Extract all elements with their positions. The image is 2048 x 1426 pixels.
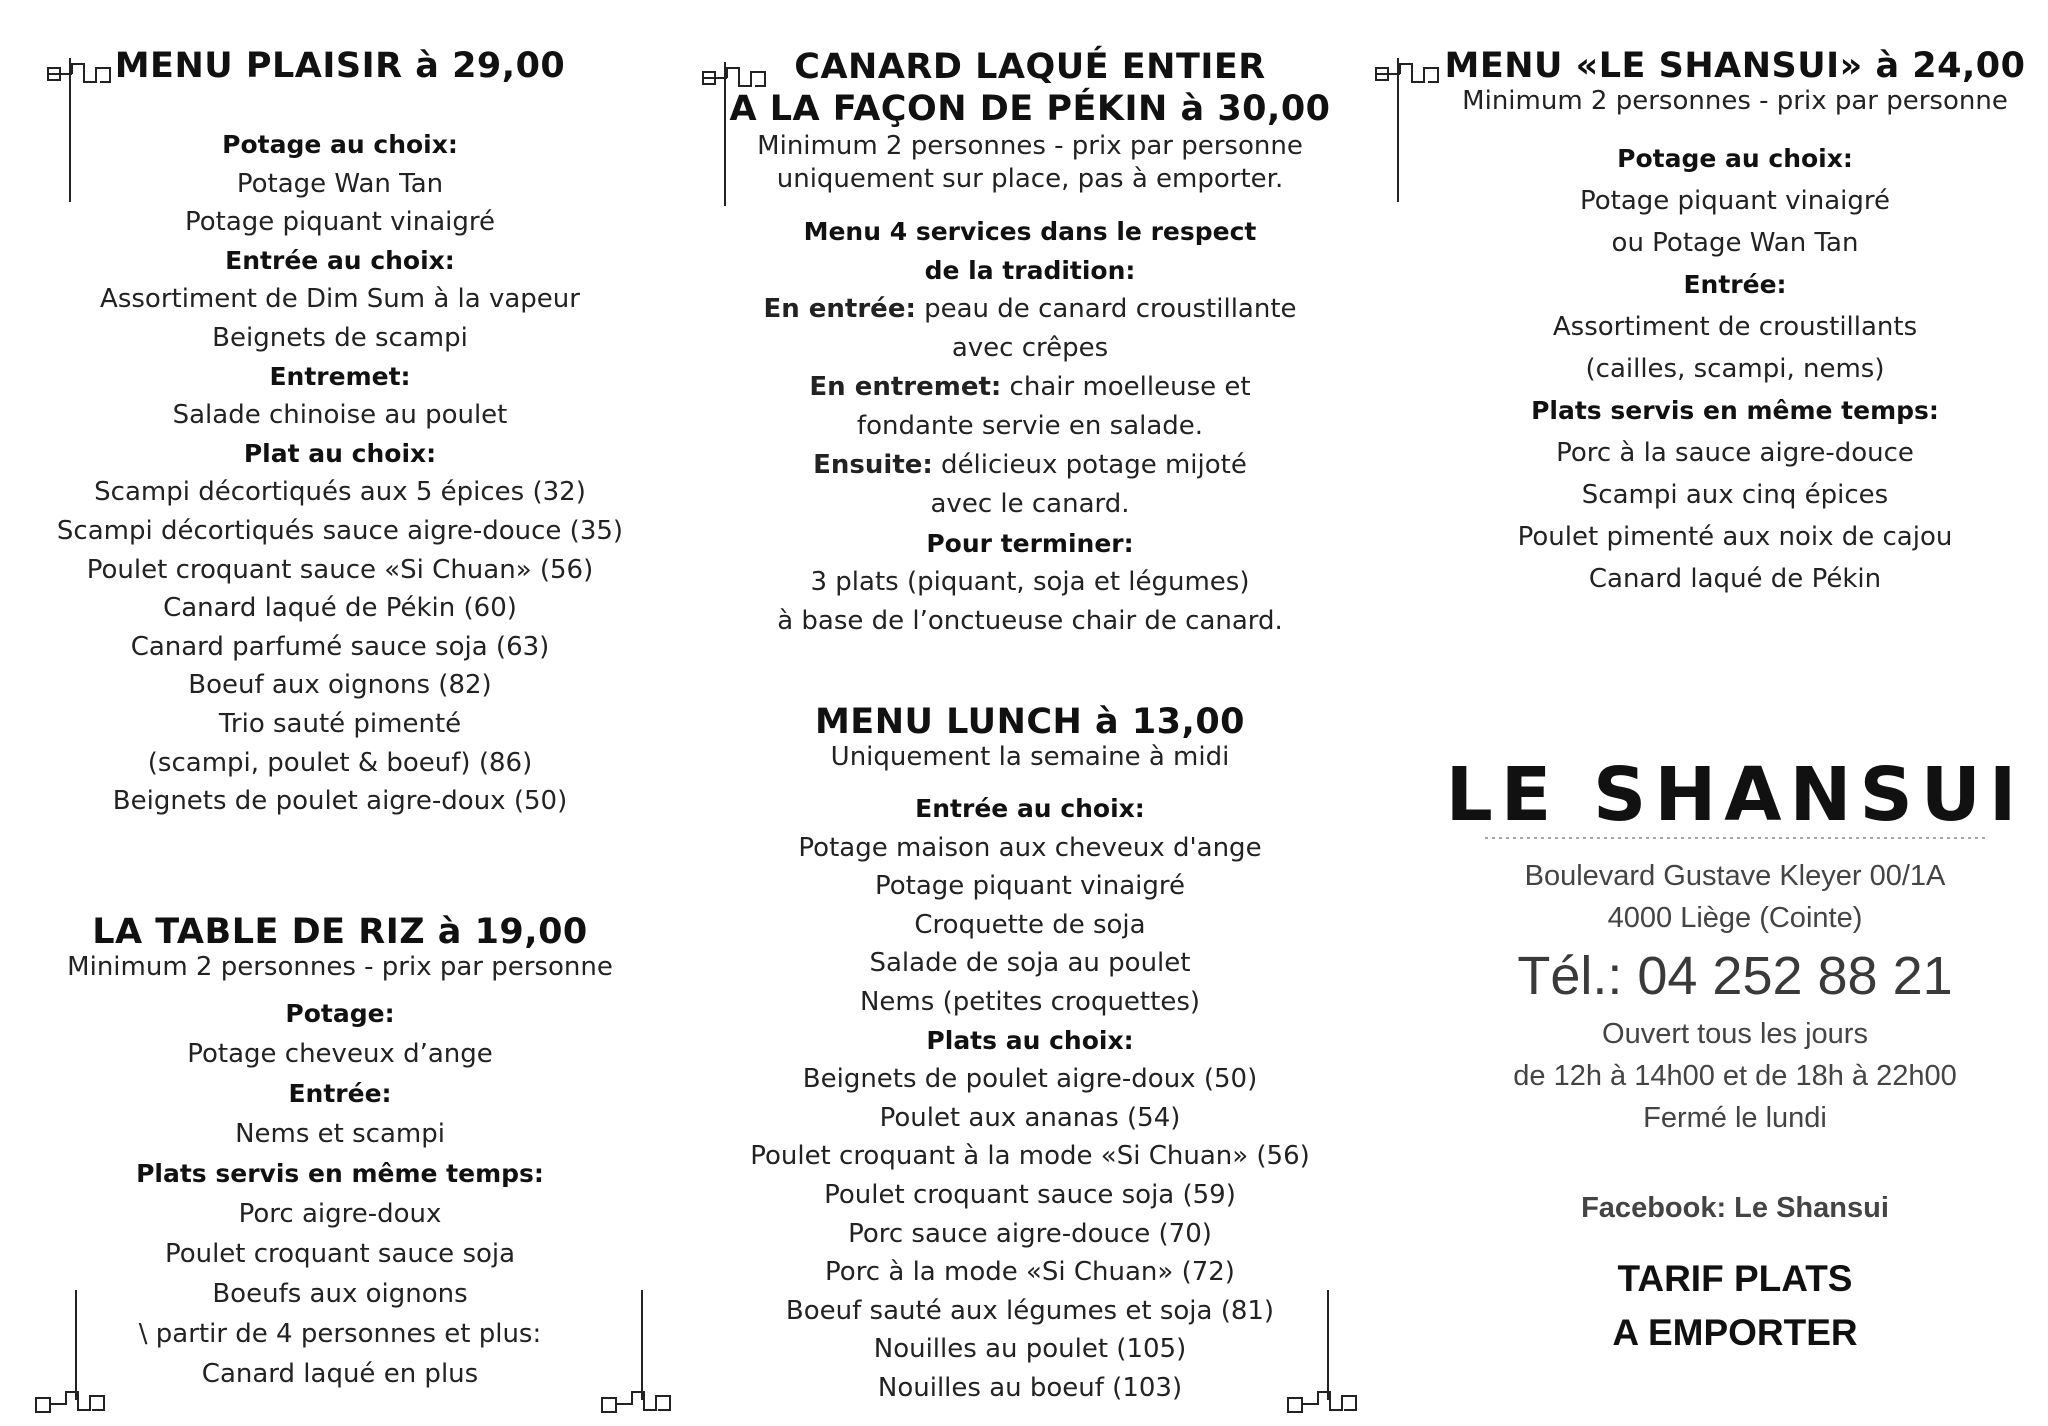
le-shansui-logo-text: LE SHANSUI <box>1445 752 2025 838</box>
table-de-riz-title: LA TABLE DE RIZ à 19,00 <box>92 912 588 952</box>
menu-item: \ partir de 4 personnes et plus: <box>138 1319 542 1349</box>
menu-shansui-items <box>1420 138 2048 600</box>
canard-entremet <box>720 368 1340 407</box>
menu-item: Beignets de poulet aigre-doux (50) <box>802 1064 1258 1095</box>
menu-section-heading: Potage: <box>285 999 395 1028</box>
menu-section-heading: Plat au choix: <box>243 438 437 468</box>
menu-item: Potage Wan Tan <box>236 168 444 199</box>
menu-item: Poulet pimenté aux noix de cajou <box>1517 522 1953 552</box>
menu-item: Potage piquant vinaigré <box>875 871 1185 902</box>
table-de-riz-items <box>40 994 640 1394</box>
menu-section-heading: Plats au choix: <box>926 1025 1134 1055</box>
menu-section-heading: Entrée au choix: <box>225 245 455 275</box>
canard-ensuite <box>720 446 1340 485</box>
menu-item: Assortiment de croustillants <box>1552 312 1918 342</box>
canard-terminer-text1: 3 plats (piquant, soja et légumes) <box>810 567 1250 597</box>
menu-section-heading: Entrée: <box>1683 270 1787 299</box>
tarif-title-line1: TARIF PLATS <box>1617 1258 1853 1299</box>
menu-item: Beignets de scampi <box>212 322 468 353</box>
menu-item: Canard laqué en plus <box>201 1359 479 1389</box>
menu-item: Salade chinoise au poulet <box>172 400 508 431</box>
address-line1: Boulevard Gustave Kleyer 00/1A <box>1524 860 1946 892</box>
facebook-link[interactable]: Facebook: Le Shansui <box>1581 1192 1889 1224</box>
tarif-title-line2: A EMPORTER <box>1612 1312 1858 1353</box>
opening-hours-line2: de 12h à 14h00 et de 18h à 22h00 <box>1513 1060 1957 1092</box>
menu-shansui-subtitle: Minimum 2 personnes - prix par personne <box>1462 86 2008 116</box>
menu-shansui <box>1420 46 2048 600</box>
menu-item: Scampi décortiqués aux 5 épices (32) <box>94 477 586 508</box>
menu-item: Assortiment de Dim Sum à la vapeur <box>100 284 580 315</box>
menu-item: (scampi, poulet & boeuf) (86) <box>147 747 533 778</box>
menu-lunch-title: MENU LUNCH à 13,00 <box>814 702 1246 742</box>
canard-terminer-label: Pour terminer: <box>926 529 1134 558</box>
canard-entree-label: En entrée: <box>763 294 916 324</box>
le-shansui-logo <box>1445 748 2025 848</box>
menu-section-heading: Entremet: <box>269 361 411 391</box>
closed-day: Fermé le lundi <box>1643 1102 1827 1134</box>
address-line2: 4000 Liège (Cointe) <box>1607 902 1863 934</box>
menu-item: Canard laqué de Pékin (60) <box>163 593 517 624</box>
menu-item: Boeufs aux oignons <box>212 1279 468 1309</box>
canard-intro-line2: de la tradition: <box>924 256 1136 285</box>
menu-item: Scampi aux cinq épices <box>1581 480 1889 510</box>
menu-item: Poulet croquant à la mode «Si Chuan» (56) <box>750 1141 1310 1172</box>
menu-item: ou Potage Wan Tan <box>1611 228 1859 258</box>
canard-terminer-text2: à base de l’onctueuse chair de canard. <box>777 606 1283 636</box>
menu-item: Poulet aux ananas (54) <box>879 1102 1181 1133</box>
menu-plaisir-items <box>40 126 640 821</box>
canard-laque <box>720 46 1340 641</box>
menu-section-heading: Plats servis en même temps: <box>1531 396 1939 425</box>
menu-item: Nouilles au boeuf (103) <box>877 1372 1183 1403</box>
menu-lunch-subtitle: Uniquement la semaine à midi <box>830 742 1230 772</box>
menu-item: Porc à la sauce aigre-douce <box>1556 438 1914 468</box>
menu-item: Beignets de poulet aigre-doux (50) <box>112 786 568 817</box>
canard-title-line2: A LA FAÇON DE PÉKIN à 30,00 <box>729 89 1331 129</box>
menu-item: Canard parfumé sauce soja (63) <box>130 631 550 662</box>
menu-item: Boeuf aux oignons (82) <box>188 670 492 701</box>
canard-intro-line1: Menu 4 services dans le respect <box>803 217 1257 246</box>
canard-ensuite-label: Ensuite: <box>813 450 933 480</box>
menu-item: Potage maison aux cheveux d'ange <box>798 832 1262 863</box>
canard-entremet-text2: fondante servie en salade. <box>856 411 1204 441</box>
menu-item: Nouilles au poulet (105) <box>873 1334 1187 1365</box>
menu-item: Potage cheveux d’ange <box>187 1039 493 1069</box>
menu-section-heading: Potage au choix: <box>1617 144 1853 173</box>
canard-entree-text: peau de canard croustillante <box>915 294 1297 324</box>
menu-item: Scampi décortiqués sauce aigre-douce (35) <box>56 515 624 546</box>
menu-item: Porc aigre-doux <box>238 1199 442 1229</box>
menu-item: Nems (petites croquettes) <box>859 986 1201 1017</box>
menu-shansui-title: MENU «LE SHANSUI» à 24,00 <box>1444 46 2026 86</box>
phone-number: Tél.: 04 252 88 21 <box>1517 946 1953 1006</box>
opening-hours-line1: Ouvert tous les jours <box>1602 1018 1868 1050</box>
canard-entree-text2: avec crêpes <box>951 333 1109 363</box>
menu-item: Porc à la mode «Si Chuan» (72) <box>825 1257 1235 1288</box>
table-de-riz <box>40 912 640 1394</box>
canard-title-line1: CANARD LAQUÉ ENTIER <box>794 47 1266 87</box>
menu-item: Croquette de soja <box>914 909 1146 940</box>
menu-section-heading: Entrée au choix: <box>915 794 1145 823</box>
canard-ensuite-text: délicieux potage mijoté <box>932 450 1247 480</box>
menu-section-heading: Entrée: <box>288 1079 392 1108</box>
menu-lunch <box>720 702 1340 1408</box>
menu-item: Trio sauté pimenté <box>218 708 462 739</box>
canard-entree <box>720 290 1340 329</box>
menu-section-heading: Potage au choix: <box>222 130 458 159</box>
canard-ensuite-text2: avec le canard. <box>930 489 1130 519</box>
menu-item: (cailles, scampi, nems) <box>1585 354 1885 384</box>
canard-subtitle-line1: Minimum 2 personnes - prix par personne <box>757 131 1303 161</box>
canard-entremet-label: En entremet: <box>809 372 1002 402</box>
menu-section-heading: Plats servis en même temps: <box>136 1159 544 1188</box>
menu-item: Boeuf sauté aux légumes et soja (81) <box>785 1295 1275 1326</box>
menu-item: Nems et scampi <box>235 1119 445 1149</box>
menu-item: Poulet croquant sauce soja <box>164 1239 516 1269</box>
menu-item: Poulet croquant sauce «Si Chuan» (56) <box>86 554 594 585</box>
menu-item: Porc sauce aigre-douce (70) <box>848 1218 1212 1249</box>
menu-item: Canard laqué de Pékin <box>1588 564 1882 594</box>
menu-item: Potage piquant vinaigré <box>185 207 495 238</box>
menu-lunch-items <box>720 790 1340 1408</box>
menu-plaisir-title: MENU PLAISIR à 29,00 <box>114 46 566 86</box>
menu-plaisir <box>40 46 640 821</box>
canard-entremet-text: chair moelleuse et <box>1001 372 1251 402</box>
table-de-riz-subtitle: Minimum 2 personnes - prix par personne <box>67 952 613 982</box>
menu-item: Potage piquant vinaigré <box>1580 186 1890 216</box>
menu-item: Salade de soja au poulet <box>869 948 1191 979</box>
canard-subtitle-line2: uniquement sur place, pas à emporter. <box>776 164 1284 194</box>
menu-item: Poulet croquant sauce soja (59) <box>824 1179 1236 1210</box>
